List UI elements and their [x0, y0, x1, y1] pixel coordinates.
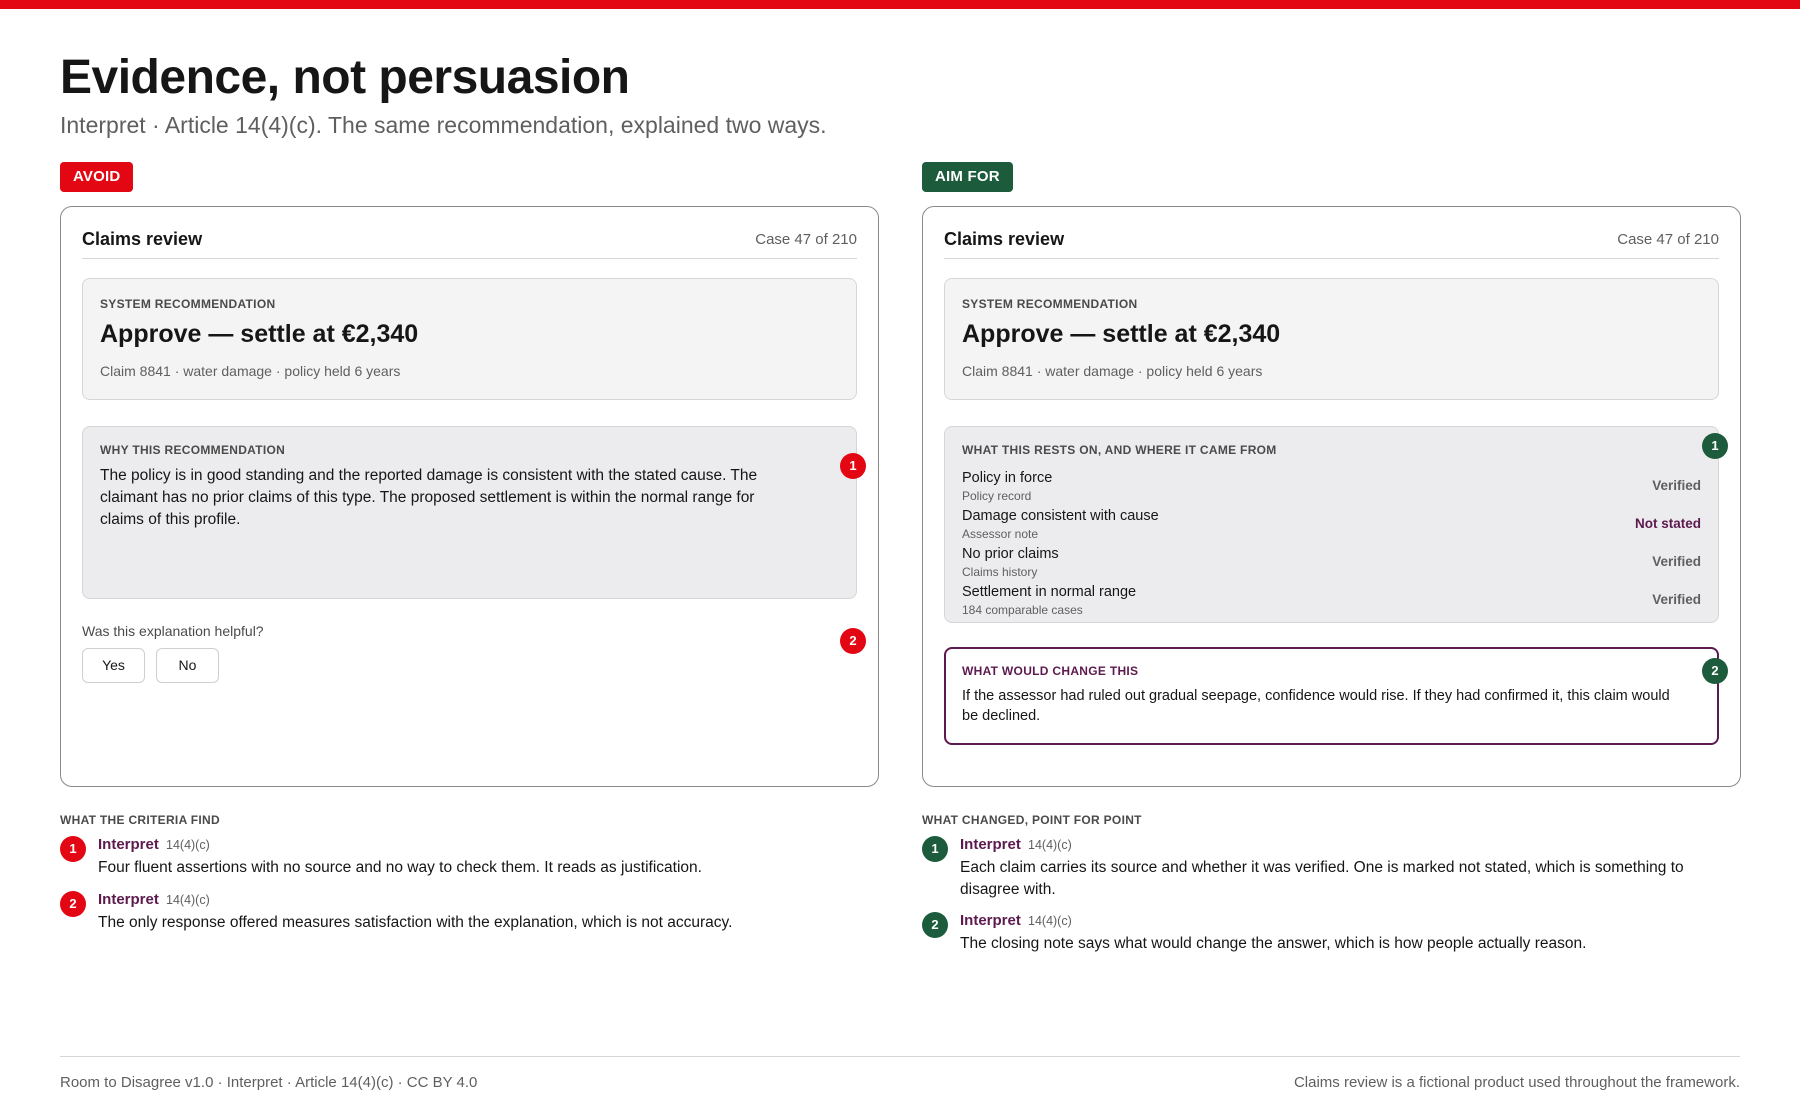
criteria-heading: WHAT CHANGED, POINT FOR POINT	[922, 813, 1142, 827]
criteria-marker: 1	[60, 836, 86, 862]
claim-meta: Claim 8841 · water damage · policy held 6 years	[962, 363, 1263, 379]
case-counter: Case 47 of 210	[755, 231, 857, 248]
evidence-source: Assessor note	[962, 527, 1039, 541]
aim-for-panel	[922, 206, 1741, 787]
criteria-marker: 2	[922, 912, 948, 938]
annotation-marker-1: 1	[1702, 433, 1728, 459]
annotation-marker-1: 1	[840, 453, 866, 479]
evidence-status: Verified	[1652, 554, 1701, 569]
change-eyebrow: WHAT WOULD CHANGE THIS	[962, 664, 1139, 678]
evidence-row	[962, 508, 1701, 546]
why-eyebrow: WHY THIS RECOMMENDATION	[100, 443, 286, 457]
criteria-name: Interpret	[98, 891, 159, 908]
recommendation-text: Approve — settle at €2,340	[962, 320, 1281, 348]
criteria-marker: 2	[60, 891, 86, 917]
criteria-ref: 14(4)(c)	[1028, 914, 1072, 928]
footer-credit: Room to Disagree v1.0 · Interpret · Article 14(4)(c) · CC BY 4.0	[60, 1074, 478, 1091]
page-title: Evidence, not persuasion	[60, 51, 630, 104]
panel-header	[82, 227, 857, 259]
avoid-tag: AVOID	[60, 162, 133, 192]
criteria-ref: 14(4)(c)	[166, 838, 210, 852]
footer-divider	[60, 1056, 1740, 1057]
yes-button[interactable]: Yes	[82, 648, 145, 683]
what-would-change-card	[944, 647, 1719, 745]
criteria-name: Interpret	[960, 836, 1021, 853]
evidence-label: No prior claims	[962, 546, 1059, 562]
criteria-text: Each claim carries its source and whether it was verified. One is marked not stated, which is something to disagree with.	[960, 859, 1684, 898]
evidence-row	[962, 584, 1701, 622]
evidence-label: Settlement in normal range	[962, 584, 1137, 600]
panel-title: Claims review	[944, 229, 1065, 249]
why-text: The policy is in good standing and the reported damage is consistent with the stated cause. The claimant has no prior claims of this type. The proposed settlement is within the normal range for claims of this profile.	[100, 467, 758, 528]
evidence-row	[962, 470, 1701, 508]
page-subtitle: Interpret · Article 14(4)(c). The same recommendation, explained two ways.	[60, 112, 827, 138]
evidence-row	[962, 546, 1701, 584]
change-text: If the assessor had ruled out gradual seepage, confidence would rise. If they had confirmed it, this claim would be declined.	[962, 688, 1670, 724]
evidence-card	[944, 426, 1719, 623]
recommendation-card	[944, 278, 1719, 400]
case-counter: Case 47 of 210	[1617, 231, 1719, 248]
evidence-label: Damage consistent with cause	[962, 508, 1159, 524]
evidence-source: 184 comparable cases	[962, 603, 1083, 617]
evidence-source: Policy record	[962, 489, 1032, 503]
avoid-panel	[60, 206, 879, 787]
criteria-marker: 1	[922, 836, 948, 862]
criteria-ref: 14(4)(c)	[166, 893, 210, 907]
evidence-status: Not stated	[1634, 516, 1701, 531]
panel-title: Claims review	[82, 229, 203, 249]
top-accent-bar	[0, 0, 1800, 9]
recommendation-text: Approve — settle at €2,340	[100, 320, 419, 348]
criteria-name: Interpret	[98, 836, 159, 853]
criteria-name: Interpret	[960, 912, 1021, 929]
criteria-ref: 14(4)(c)	[1028, 838, 1072, 852]
criteria-text: The closing note says what would change the answer, which is how people actually reason.	[960, 935, 1587, 952]
evidence-status: Verified	[1652, 478, 1701, 493]
recommendation-card	[82, 278, 857, 400]
recommendation-eyebrow: SYSTEM RECOMMENDATION	[962, 297, 1138, 311]
why-recommendation-card	[82, 426, 857, 599]
no-button[interactable]: No	[156, 648, 219, 683]
evidence-status: Verified	[1652, 592, 1701, 607]
helpful-question: Was this explanation helpful?	[82, 623, 264, 639]
annotation-marker-2: 2	[840, 628, 866, 654]
annotation-marker-2: 2	[1702, 658, 1728, 684]
panel-header	[944, 227, 1719, 259]
aim-for-tag: AIM FOR	[922, 162, 1013, 192]
claim-meta: Claim 8841 · water damage · policy held 6 years	[100, 363, 401, 379]
criteria-text: The only response offered measures satisfaction with the explanation, which is not accuracy.	[98, 914, 733, 931]
evidence-label: Policy in force	[962, 470, 1053, 486]
evidence-source: Claims history	[962, 565, 1038, 579]
recommendation-eyebrow: SYSTEM RECOMMENDATION	[100, 297, 276, 311]
footer-note: Claims review is a fictional product used throughout the framework.	[1293, 1074, 1740, 1091]
criteria-text: Four fluent assertions with no source and no way to check them. It reads as justification.	[98, 859, 702, 876]
criteria-heading: WHAT THE CRITERIA FIND	[60, 813, 220, 827]
evidence-eyebrow: WHAT THIS RESTS ON, AND WHERE IT CAME FROM	[962, 443, 1277, 457]
